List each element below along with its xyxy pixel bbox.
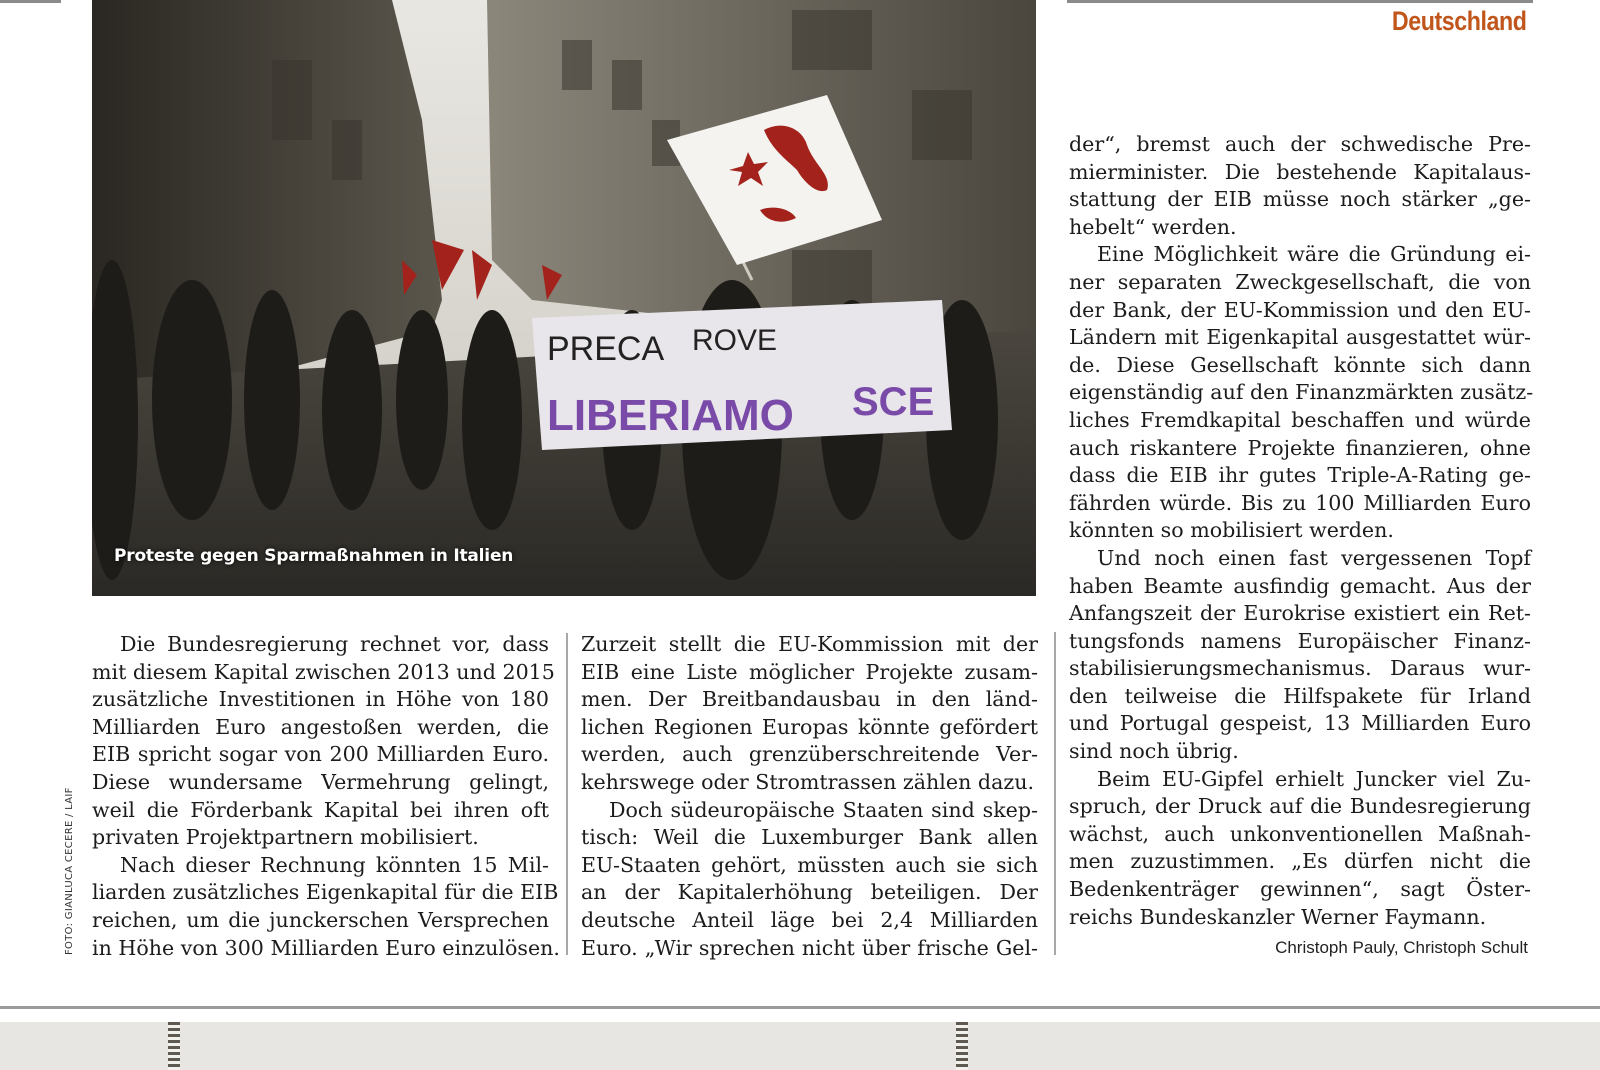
text-line: Beim EU-Gipfel erhielt Juncker viel Zu-	[1097, 766, 1531, 791]
article-column-1	[92, 631, 560, 962]
text-line: der Bank, der EU-Kommission und den EU-	[1069, 297, 1531, 322]
top-rule	[0, 0, 61, 3]
text-line: und Portugal gespeist, 13 Milliarden Euro	[1069, 711, 1531, 736]
article-column-3	[1069, 131, 1534, 931]
text-line: in Höhe von 300 Milliarden Euro einzulösen.	[92, 935, 560, 960]
text-line: der“, bremst auch der schwedische Pre-	[1069, 132, 1531, 156]
banner-text: SCE	[852, 380, 935, 424]
text-line: spruch, der Druck auf die Bundesregierung	[1069, 794, 1531, 819]
text-line: liarden zusätzliches Eigenkapital für die EIB	[92, 880, 559, 905]
text-line: Und noch einen fast vergessenen Topf	[1097, 545, 1531, 570]
page-footer-strip	[0, 1022, 1600, 1070]
text-line: EIB eine Liste möglicher Projekte zusam-	[581, 659, 1038, 684]
text-line: Doch südeuropäische Staaten sind skep-	[609, 797, 1038, 822]
protest-banner	[532, 300, 952, 450]
text-line: Eine Möglichkeit wäre die Gründung ei-	[1097, 242, 1531, 267]
top-rule	[1067, 0, 1533, 3]
text-line: Ländern mit Eigenkapital ausgestattet wür-	[1069, 325, 1531, 350]
perforation-mark	[956, 1022, 968, 1070]
text-line: Bedenkenträger gewinnen“, sagt Öster-	[1069, 877, 1531, 902]
text-line: reichs Bundeskanzler Werner Faymann.	[1069, 904, 1487, 929]
text-line: an der Kapitalerhöhung beteiligen. Der	[581, 880, 1038, 905]
text-line: privaten Projektpartnern mobilisiert.	[92, 825, 479, 850]
text-line: men zuzustimmen. „Es dürfen nicht die	[1069, 849, 1531, 874]
text-line: reichen, um die junckerschen Versprechen	[92, 907, 549, 932]
column-divider	[566, 633, 568, 955]
text-line: Diese wundersame Vermehrung gelingt,	[92, 769, 549, 794]
banner-text: LIBERIAMO	[547, 391, 794, 440]
column-divider	[1054, 632, 1056, 955]
text-line: kehrswege oder Stromtrassen zählen dazu.	[581, 769, 1035, 794]
text-line: ner separaten Zweckgesellschaft, die von	[1069, 269, 1531, 294]
text-line: zusätzliche Investitionen in Höhe von 180	[92, 687, 549, 712]
text-line: stabilisierungsmechanismus. Daraus wur-	[1069, 656, 1531, 681]
text-line: liches Fremdkapital beschaffen und würde	[1069, 407, 1531, 432]
section-label: Deutschland	[1392, 6, 1527, 36]
text-line: haben Beamte ausfindig gemacht. Aus der	[1069, 573, 1531, 598]
banner-text: ROVE	[692, 324, 778, 357]
text-line: fährden würde. Bis zu 100 Milliarden Euro	[1069, 490, 1531, 515]
text-line: Euro. „Wir sprechen nicht über frische Gel-	[581, 935, 1038, 960]
byline: Christoph Pauly, Christoph Schult	[1275, 938, 1528, 957]
text-line: weil die Förderbank Kapital bei ihren oft	[92, 797, 549, 822]
text-line: tungsfonds namens Europäischer Finanz-	[1069, 628, 1531, 653]
text-line: dass die EIB ihr gutes Triple-A-Rating ge-	[1069, 463, 1531, 488]
text-line: wächst, auch unkonventionellen Maßnah-	[1069, 821, 1531, 846]
text-line: eigenständig auf den Finanzmärkten zusätz-	[1069, 380, 1534, 405]
article-column-2	[581, 631, 1038, 962]
photo-credit: FOTO: GIANLUCA CECERE / LAIF	[64, 787, 75, 955]
text-line: auch riskantere Projekte finanzieren, ohne	[1069, 435, 1531, 460]
perforation-mark	[168, 1022, 180, 1070]
text-line: lichen Regionen Europas könnte gefördert	[581, 714, 1038, 739]
banner-text: PRECA	[547, 330, 665, 368]
protest-photo-illustration	[92, 0, 1036, 596]
text-line: mit diesem Kapital zwischen 2013 und 2015	[92, 659, 555, 684]
text-line: EIB spricht sogar von 200 Milliarden Euro.	[92, 742, 549, 767]
text-line: EU-Staaten gehört, müssten auch sie sich	[581, 852, 1038, 877]
text-line: könnten so mobilisiert werden.	[1069, 518, 1394, 543]
text-line: werden, auch grenzüberschreitende Ver-	[581, 742, 1038, 767]
text-line: deutsche Anteil läge bei 2,4 Milliarden	[581, 907, 1038, 932]
text-line: hebelt“ werden.	[1069, 214, 1237, 239]
text-line: de. Diese Gesellschaft könnte sich dann	[1069, 352, 1531, 377]
article-photo	[92, 0, 1036, 596]
photo-caption: Proteste gegen Sparmaßnahmen in Italien	[114, 546, 514, 566]
bottom-rule	[0, 1006, 1600, 1009]
text-line: men. Der Breitbandausbau in den länd-	[581, 687, 1038, 712]
text-line: stattung der EIB müsse noch stärker „ge-	[1069, 187, 1531, 212]
text-line: mierminister. Die bestehende Kapitalaus-	[1069, 159, 1531, 184]
text-line: Anfangszeit der Eurokrise existiert ein Ret-	[1069, 601, 1531, 626]
text-line: tisch: Weil die Luxemburger Bank allen	[581, 825, 1038, 850]
text-line: Die Bundesregierung rechnet vor, dass	[120, 632, 549, 656]
text-line: Milliarden Euro angestoßen werden, die	[92, 714, 549, 739]
text-line: Zurzeit stellt die EU-Kommission mit der	[581, 632, 1038, 656]
text-line: sind noch übrig.	[1069, 739, 1239, 764]
text-line: Nach dieser Rechnung könnten 15 Mil-	[120, 852, 549, 877]
text-line: den teilweise die Hilfspakete für Irland	[1069, 683, 1531, 708]
